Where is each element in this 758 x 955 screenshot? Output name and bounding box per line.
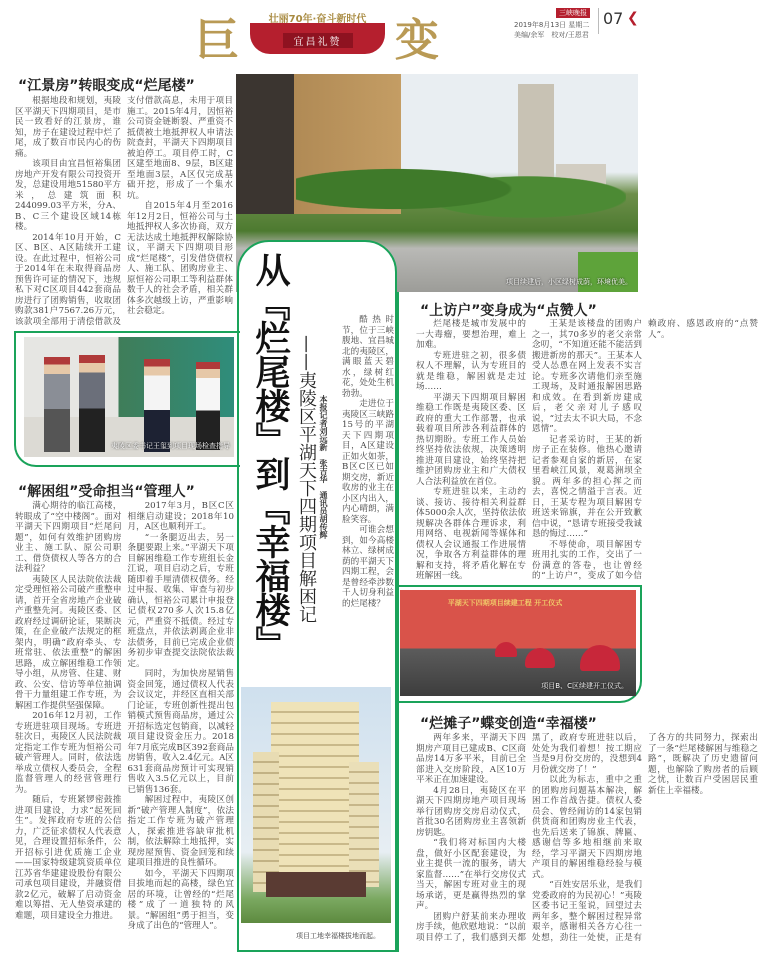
lead-paragraph: 走进位于夷陵区三峡路15号的平湖天下四期项目，A区建设正如火如荼，B区C区已如期交房，新近收房的业主在小区内出入，内心晴朗，满脸笑容。 [342,399,394,525]
paragraph: 根据地段和规划，夷陵区平湖天下四期项目，是市民一致看好的江景房，谁知，房子在建设过程中烂了尾，成了数百市民内心的伤痛。 [15,96,121,159]
masthead-char-left: 巨 [195,15,239,66]
paragraph: 同时，为加快房屋销售资金回笼，通过债权人代表会议议定，并经区直相关部门论证，专班创新性提出包销模式预售商品房，通过公开招标选定包销商，以减轻项目建设资金压力。2018年7月底完成B区392套商品房销售，收入2.4亿元。A区631套商品房预计可实现销售收入3.5亿元以上，目前已销售136套。 [127,669,234,795]
photo-tower-side [253,752,279,892]
top-photo-caption: 项目续建后，小区绿树成荫，环境优美。 [506,278,632,286]
photo-tower-base [266,872,366,897]
slogan-banner [250,10,385,54]
paragraph: 2014年10月开始，C区、B区、A区陆续开工建设。在此过程中，恒裕公司于2014年在未取得商品房预售许可证的情况下，违规私下对C区项目442套商品房进行了团购销售，收取团购款381户7567.26万元，该款项全部用于清偿借款及支付借款高息，未用于项目施工。2015年4月，因恒裕公司资金链断裂、严重资不抵债被土地抵押权人申请法院查封，平湖天下四期项目被迫停工。项目停工时，C区建至地面8、9层，B区建至地面3层，A区仅完成基础开挖，形成了一个集水坑。 [15,96,233,327]
paragraph: 烂尾楼是城市发展中的一大毒瘤，要想治理，难上加难。 [416,319,526,350]
photo-tower-right [349,762,379,887]
paragraph: 4月28日，夷陵区在平湖天下四期房地产项目现场举行团购房交房启动仪式，首批30名团购房业主喜领新房钥匙。 [416,785,526,838]
section-heading: “上访户”变身成为“点赞人” [420,303,597,319]
tower-photo-caption: 项目工地幸福楼拔地而起。 [296,932,380,940]
paragraph: 夷陵区人民法院依法裁定受理恒裕公司破产重整申请，首开全省房地产企业破产重整先河。夷陵区委、区政府经过调研论证，果断决策，在企业破产法规定的框架内，明确“政府牵头、专班常驻、依法重整”的解困思路，成立解困维稳工作领导小组，从房管、住建、财政、公安、信访等单位抽调骨干力量组建工作专班，为解困工作提供坚强保障。 [15,574,122,711]
paragraph: 两年多来，平湖天下四期房产项目已建成B、C区商品房14万多平米，目前已全部进入交房阶段，A区10万平米正在加速建设。 [416,733,526,785]
photo-helmet [525,648,555,668]
ceremony-photo-caption: 项目B、C区续建开工仪式。 [541,682,628,690]
paper-logo: 三峡晚报 [556,8,590,18]
section-body [15,501,234,953]
paragraph: 如今，平湖天下四期项目拔地而起的高楼，绿色宜居的环境，让曾经的“烂尾楼”成了一道独特的风景。“解困组”勇于担当，变身成了出色的“管理人”。 [127,868,234,931]
paragraph: 平湖天下四期项目解困维稳工作既是夷陵区委、区政府的重大工作部署，也承载着项目所涉各利益群体的热切期盼。专班工作人员始终坚持依法依规，决策透明推进项目建设，始终坚持把维护团购房业主和广大债权人合法利益放在首位。 [416,392,526,487]
photo-person [144,359,170,452]
lead-text [342,315,394,615]
paragraph: 2016年12月初，工作专班进驻项目现场。专班进驻次日，夷陵区人民法院裁定指定工作专班为恒裕公司破产管理人。同时，依法选举成立债权人委员会，全程监督管理人的经营管理行为。 [15,711,122,795]
editors: 美编/余军 校对/王恩君 [514,31,589,39]
paragraph: “百姓安居乐业，是我们党委政府的为民初心！”夷陵区委书记王玺说，回望过去两年多，整个解困过程异常艰辛，感谢相关各方心往一处想，劲往一处使，正是有了各方的共同努力，探索出了一条“烂尾楼解困与维稳之路”，既解决了历史遗留问题，也解除了购房者的后顾之忧，让数百户受困居民重新住上幸福楼。 [532,733,758,943]
paragraph: 王某是该楼盘的团购户之一，其70多岁的老父亲常念叨，“不知道还能不能活到搬进新房的那天”。王某本人受人怂恿在网上发表不实言论。专班多次请他们亲至施工现场，及时通报解困思路和成效。在看到新房建成后，老父亲对儿子感叹说，“过去太不识大局，不念恩情”。 [532,319,642,434]
paragraph: “一条腿迈出去，另一条腿要跟上来。”平湖天下项目解困维稳工作专班组长金江说，项目启动之后，专班随即着手厘清债权债务。经过申报、收集、审查与初步确认，恒裕公司累计申报登记债权270多人次15.8亿元，严重资不抵债。经过专班盘点，并依法剥离企业非法债务，目前已完成企业债务初步审查提交法院依法裁定。 [127,532,234,669]
tower-photo [241,687,391,923]
issue-date: 2019年8月13日 星期二 [514,21,590,29]
page-number: 07 [603,9,624,28]
lead-paragraph: 可谁会想到，如今高楼林立、绿树成荫的平湖天下四期工程，会是曾经牵涉数千人切身利益的烂尾楼？ [342,525,394,609]
main-title: 从『烂尾楼』到『幸福楼』 [250,252,290,660]
paragraph: 团购户舒某前来办理收房手续，他欣慰地说：“以前项目停工了，我们感到天都黑了，政府专班进驻以后，处处为我们着想！按工期应当是9月份交房的，没想到4月份就交房了！” [416,733,642,943]
paragraph: 以此为标志，重中之重的团购房问题基本解决，解困工作首战告捷。债权人委员会、曾经闹访的14家包销供货商和团购房业主代表，也先后送来了锦旗、牌匾、感谢信等多地相继前来取经，学习平湖天下四期房地产项目的解困维稳经验与模式。 [532,775,642,880]
photo-helmet [495,642,517,657]
paragraph: 自2015年4月至2016年12月2日，恒裕公司与土地抵押权人多次协商，双方无法达成土地抵押权解除协议，平湖天下四期项目形成“烂尾楼”，引发借贷债权人、施工队、团购房业主、原恒裕公司职工等利益群体数千人的社会矛盾，相关群体多次越级上访，严重影响社会稳定。 [127,201,233,316]
paragraph: 记者采访时，王某的新房子正在装修。他热心邀请记者参观自家的新居，在家里看峡江风景，观葛洲坝全貌。两年多的担心挥之而去，喜悦之情溢于言表。近日，王某专程为项目解困专班送来锦旗，并在公开致歉信中说，“恳请专班接受我诚恳的悔过……” [532,434,642,539]
photo-helmet [580,645,620,671]
subtitle: ——夷陵区平湖天下四期项目解困记 [296,335,317,623]
ceremony-banner-text: 平湖天下四期项目续建工程 开工仪式 [447,599,563,607]
section-heading: “解困组”受命担当“管理人” [18,484,195,500]
section-body [416,319,758,583]
paragraph: 不辱使命，项目解困专班用扎实的工作，交出了一份满意的答卷，也让曾经的“上访户”，变成了如今信赖政府、感恩政府的“点赞人”。 [532,319,758,581]
paragraph: 解困过程中，夷陵区创新“破产管理人制度”，依法指定工作专班为破产管理人，探索推进容缺审批机制，依法解除土地抵押，实现房屋预售、资金回笼和续建项目推进的良性循环。 [127,795,234,868]
photo-tower-main [271,702,359,897]
page-divider [598,8,599,34]
paragraph: 专班进驻以来，主动约谈、接访、接待相关利益群体5000余人次，坚持依法依规解决各群体合理诉求，利用网络、电视新闻等媒体和债权人会议通报工作进展情况，争取各方利益群体的理解和支持，将矛盾化解在专班解困一线。 [416,487,526,581]
inspection-photo-caption: 夷陵区委书记王玺到项目现场检查指导 [111,442,230,450]
paragraph: 该项目由宜昌恒裕集团房地产开发有限公司投资开发，总建设用地51580平方米，总建筑面积244099.03平方米，分A、B、C三个建设区域14栋楼。 [15,159,121,232]
banner-label: 宜昌礼赞 [283,33,353,48]
masthead-char-right: 变 [395,15,439,66]
inspection-photo [24,337,234,457]
paragraph: “我们将对标国内大楼盘，做好小区配套建设，为业主提供一流的服务，请大家监督……”在举行交房仪式当天，解困专班对业主的现场承诺，更是赢得热烈的掌声。 [416,838,526,911]
section-body [416,733,758,951]
masthead [195,4,455,66]
photo-trees [296,149,626,229]
section-body [15,96,233,328]
photo-person [44,357,70,452]
section-heading: “江景房”转眼变成“烂尾楼” [18,78,195,94]
lead-paragraph: 酷热时节，位于三峡腹地、宜昌城北的夷陵区，满眼蓝天碧水，绿树红花，处处生机勃勃。 [342,315,394,399]
paragraph: 满心期待的临江高楼，转眼成了“空中楼阁”。面对平湖天下四期项目“烂尾问题”，如何有效维护团购房业主、施工队、原公司职工、借贷债权人等各方的合法利益？ [15,501,122,574]
page-chevron-icon: ❮ [627,10,639,26]
paragraph: 专班进驻之初，很多债权人不理解，认为专班目的就是维稳，解困就是走过场…… [416,350,526,392]
paragraph: 随后，专班紧锣密鼓推进项目建设，力求“起死回生”。发挥政府专班的公信力，广泛征求债权人代表意见，合理设置招标条件，公开招标引进优质施工企业——国家特级建筑资质单位江苏省华建建设股份有限公司承包项目建设，并融资借款2亿元，破解了启动资金难以筹措、无人垫资承建的难题，项目建设全力推进。 [15,795,122,921]
byline: 本报记者刘远新 张吉华 通讯员胡传辉 [319,395,328,539]
section-heading: “烂摊子”蝶变创造“幸福楼” [420,716,597,732]
photo-person [79,355,105,452]
slogan: 壮丽70年·奋斗新时代 [268,14,367,25]
paragraph: 2017年3月，B区C区相继启动建设；2018年10月，A区也顺利开工。 [127,501,234,532]
photo-person [196,362,220,450]
ceremony-photo [400,590,636,696]
